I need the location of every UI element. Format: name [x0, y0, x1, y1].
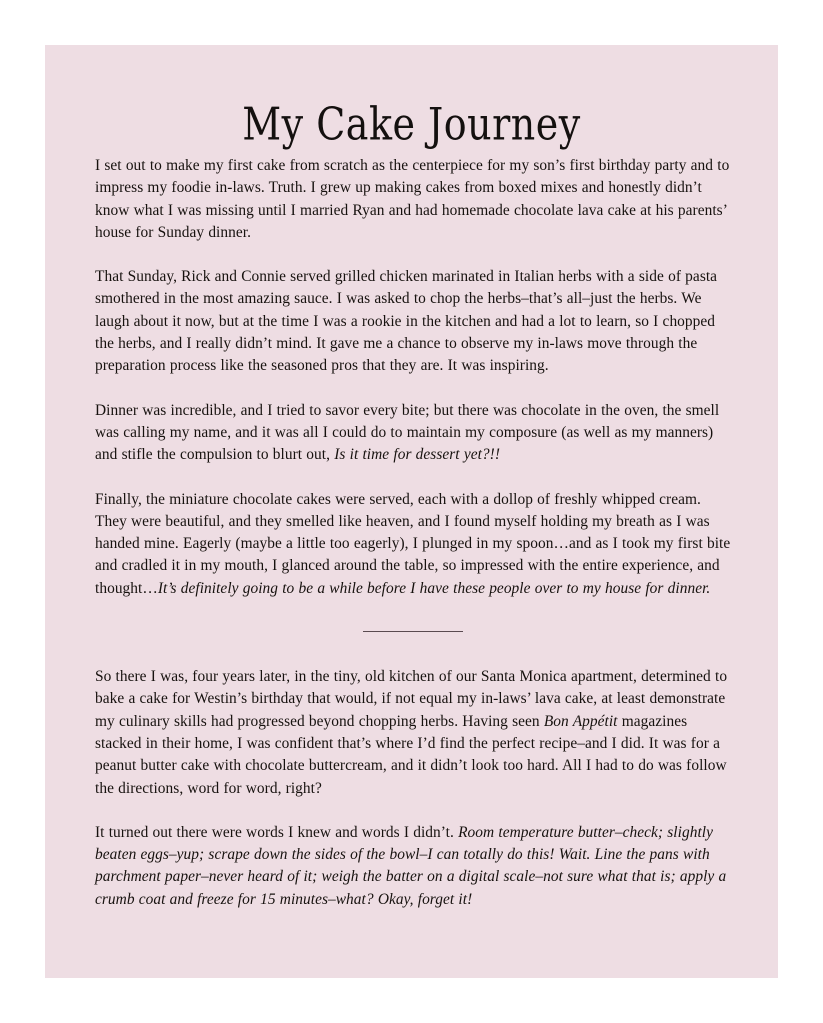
text-run-italic: Room temperature butter–check; slightly beaten eggs–yup; scrape down the sides of the bowl–I can totally do this! Wait. Line the pans with parchment paper–never heard of it; weigh the batter on a digital scale–not sure what that is; apply a crumb coat and freeze for 15 minutes–what? Okay, forget it! — [95, 823, 727, 908]
text-run: Finally, the miniature chocolate cakes were served, each with a dollop of freshly whipped cream. They were beautiful, and they smelled like heaven, and I found myself holding my breath as I was handed mine. Eagerly (maybe a little too eagerly), I plunged in my spoon…and as I took my first bite and cradled it in my mouth, I glanced around the table, so impressed with the entire experience, and thought… — [95, 490, 731, 597]
paragraph-6 — [95, 822, 731, 911]
text-run: I set out to make my first cake from scratch as the centerpiece for my son’s first birthday party and to impress my foodie in-laws. Truth. I grew up making cakes from boxed mixes and honestly didn’t know what I was missing until I married Ryan and had homemade chocolate lava cake at his parents’ house for Sunday dinner. — [95, 157, 730, 241]
divider-container — [95, 622, 731, 640]
text-run: That Sunday, Rick and Connie served grilled chicken marinated in Italian herbs with a side of pasta smothered in the most amazing sauce. I was asked to chop the herbs–that’s all–just the herbs. We laugh about it now, but at the time I was a rookie in the kitchen and had a lot to learn, so I chopped the herbs, and I really didn’t mind. It gave me a chance to observe my in-laws move through the preparation process like the seasoned pros that they are. It was inspiring. — [95, 268, 718, 375]
paragraph-1 — [95, 155, 731, 244]
text-run: So there I was, four years later, in the tiny, old kitchen of our Santa Monica apartment, determined to bake a cake for Westin’s birthday that would, if not equal my in-laws’ lava cake, at least demonstrate my culinary skills had progressed beyond chopping herbs. Having seen — [95, 668, 728, 730]
paragraph-2 — [95, 266, 731, 377]
document-body — [95, 155, 731, 911]
text-run: It turned out there were words I knew and words I didn’t. — [95, 823, 459, 841]
paragraph-5 — [95, 666, 731, 800]
text-run: magazines stacked in their home, I was confident that’s where I’d find the perfect recipe–and I did. It was for a peanut butter cake with chocolate buttercream, and it didn’t look too hard. All I had to do was follow the directions, word for word, right? — [95, 712, 727, 797]
text-run-italic: Is it time for dessert yet?!! — [334, 446, 501, 464]
paragraph-3 — [95, 400, 731, 467]
page-title: My Cake Journey — [242, 98, 581, 151]
paragraph-4 — [95, 489, 731, 600]
text-run-italic: It’s definitely going to be a while before I have these people over to my house for dinner. — [157, 579, 711, 597]
document-card — [45, 45, 778, 978]
section-divider — [363, 631, 463, 632]
text-run-italic: Bon Appétit — [543, 712, 618, 730]
text-run: Dinner was incredible, and I tried to savor every bite; but there was chocolate in the oven, the smell was calling my name, and it was all I could do to maintain my composure (as well as my manners) and stifle the compulsion to blurt out, — [95, 401, 720, 464]
